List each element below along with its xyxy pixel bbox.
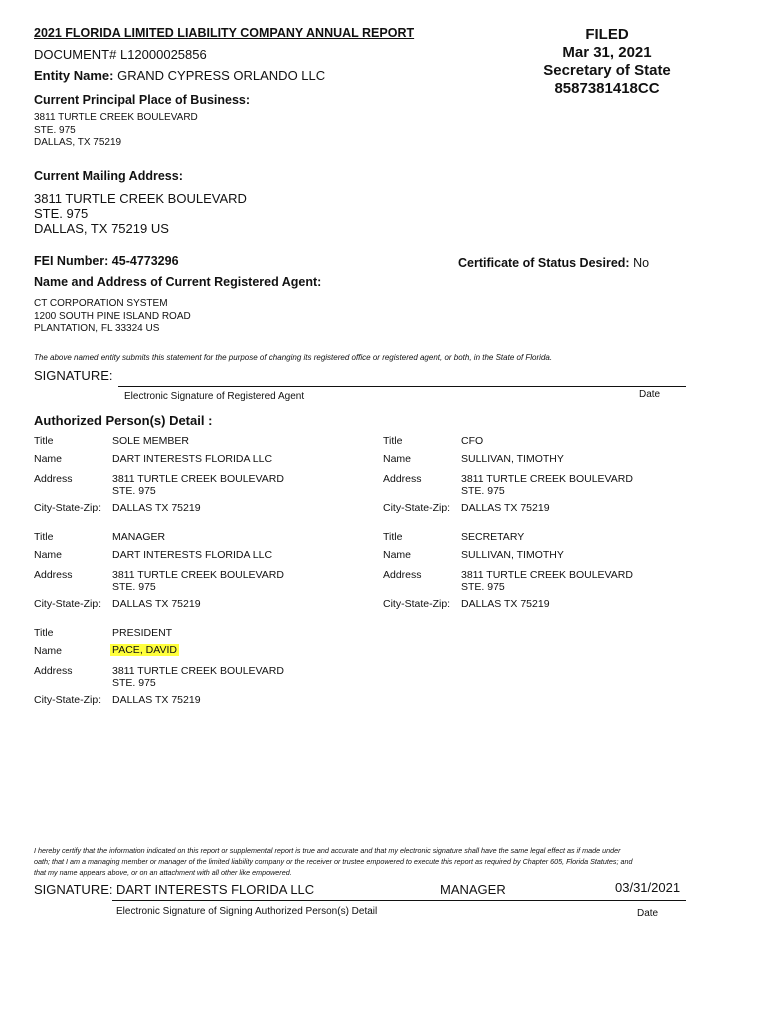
person-address1: 3811 TURTLE CREEK BOULEVARD	[112, 473, 284, 485]
person-address2: STE. 975	[112, 581, 156, 593]
person-address1: 3811 TURTLE CREEK BOULEVARD	[112, 569, 284, 581]
mailing-line3: DALLAS, TX 75219 US	[34, 221, 169, 236]
person-address2: STE. 975	[461, 485, 505, 497]
csz-label: City-State-Zip:	[34, 502, 102, 514]
agent-statement: The above named entity submits this statement for the purpose of changing its registered office or registered agent, or both, in the State of Florida.	[34, 353, 553, 362]
person-address1: 3811 TURTLE CREEK BOULEVARD	[461, 473, 633, 485]
signature-date-label: Date	[639, 389, 661, 400]
agent-address	[34, 298, 191, 336]
certification-line2: oath; that I am a managing member or manager of the limited liability company or the receiver or trustee empowered to execute this report as required by Chapter 605, Florida Statutes; and	[34, 857, 633, 866]
title-label: Title	[34, 435, 54, 447]
agent-line1: CT CORPORATION SYSTEM	[34, 298, 168, 309]
person-address2: STE. 975	[112, 485, 156, 497]
certificate-value: No	[633, 256, 650, 270]
document-value: L12000025856	[119, 47, 207, 62]
person-name: SULLIVAN, TIMOTHY	[461, 549, 564, 561]
signature2-label: SIGNATURE:	[34, 882, 113, 897]
person-title: PRESIDENT	[112, 627, 173, 639]
signature-caption: Electronic Signature of Registered Agent	[124, 391, 305, 402]
name-label: Name	[34, 549, 63, 561]
title-label: Title	[383, 435, 403, 447]
address-label: Address	[34, 569, 73, 581]
person-address2: STE. 975	[461, 581, 505, 593]
mailing-label: Current Mailing Address:	[34, 169, 183, 183]
agent-line3: PLANTATION, FL 33324 US	[34, 323, 160, 334]
filed-office: Secretary of State	[543, 62, 671, 79]
person-csz: DALLAS TX 75219	[112, 598, 201, 610]
fei-number	[34, 254, 179, 268]
person-address1: 3811 TURTLE CREEK BOULEVARD	[461, 569, 633, 581]
title-label: Title	[34, 627, 54, 639]
document-number	[34, 47, 207, 62]
signature2-caption: Electronic Signature of Signing Authorized Person(s) Detail	[116, 906, 378, 917]
principal-line3: DALLAS, TX 75219	[34, 137, 122, 148]
fei-value: 45-4773296	[111, 254, 179, 268]
filed-stamp	[532, 26, 682, 98]
signature2-line	[112, 900, 686, 901]
person-title: CFO	[461, 435, 484, 447]
certificate-status	[458, 256, 649, 270]
person-csz: DALLAS TX 75219	[112, 694, 201, 706]
person-csz: DALLAS TX 75219	[461, 598, 550, 610]
mailing-address	[34, 191, 247, 236]
address-label: Address	[383, 473, 422, 485]
person-address2: STE. 975	[112, 677, 156, 689]
principal-line1: 3811 TURTLE CREEK BOULEVARD	[34, 112, 198, 123]
report-title: 2021 FLORIDA LIMITED LIABILITY COMPANY ANNUAL REPORT	[34, 26, 415, 40]
person-csz: DALLAS TX 75219	[112, 502, 201, 514]
signature2-date-label: Date	[637, 908, 659, 919]
mailing-line2: STE. 975	[34, 206, 89, 221]
mailing-line1: 3811 TURTLE CREEK BOULEVARD	[34, 191, 247, 206]
fei-label: FEI Number:	[34, 254, 109, 268]
name-label: Name	[34, 453, 63, 465]
certificate-label: Certificate of Status Desired:	[458, 256, 630, 270]
person-name: SULLIVAN, TIMOTHY	[461, 453, 564, 465]
address-label: Address	[383, 569, 422, 581]
person-name	[110, 644, 179, 656]
agent-line2: 1200 SOUTH PINE ISLAND ROAD	[34, 310, 191, 322]
address-label: Address	[34, 665, 73, 677]
name-label: Name	[34, 645, 63, 657]
csz-label: City-State-Zip:	[383, 598, 451, 610]
signature2-title: MANAGER	[440, 882, 506, 897]
entity-label: Entity Name:	[34, 68, 114, 83]
principal-line2: STE. 975	[34, 124, 76, 136]
csz-label: City-State-Zip:	[383, 502, 451, 514]
agent-label: Name and Address of Current Registered Agent:	[34, 275, 322, 289]
principal-address	[34, 112, 198, 150]
person-title: SECRETARY	[461, 531, 525, 543]
filed-label: FILED	[585, 26, 629, 43]
csz-label: City-State-Zip:	[34, 598, 102, 610]
title-label: Title	[383, 531, 403, 543]
title-label: Title	[34, 531, 54, 543]
person-name: DART INTERESTS FLORIDA LLC	[112, 549, 273, 561]
certification-line1: I hereby certify that the information indicated on this report or supplemental report is true and accurate and that my electronic signature shall have the same legal effect as if made under	[34, 846, 621, 855]
name-highlight: PACE, DAVID	[112, 644, 177, 656]
entity-name	[34, 68, 325, 83]
csz-label: City-State-Zip:	[34, 694, 102, 706]
signature2-name: DART INTERESTS FLORIDA LLC	[116, 882, 315, 897]
address-label: Address	[34, 473, 73, 485]
person-address1: 3811 TURTLE CREEK BOULEVARD	[112, 665, 284, 677]
document-label: DOCUMENT#	[34, 47, 117, 62]
principal-label: Current Principal Place of Business:	[34, 93, 251, 107]
filed-date: Mar 31, 2021	[562, 44, 652, 61]
filed-code: 8587381418CC	[554, 80, 660, 97]
certification-text	[34, 845, 632, 878]
person-title: SOLE MEMBER	[112, 435, 190, 447]
signature-label: SIGNATURE:	[34, 368, 113, 383]
authorized-heading: Authorized Person(s) Detail :	[34, 413, 213, 428]
person-title: MANAGER	[112, 531, 166, 543]
name-label: Name	[383, 453, 412, 465]
signature2-date: 03/31/2021	[615, 880, 681, 895]
entity-value: GRAND CYPRESS ORLANDO LLC	[117, 68, 326, 83]
name-label: Name	[383, 549, 412, 561]
signature-line	[118, 386, 686, 387]
person-csz: DALLAS TX 75219	[461, 502, 550, 514]
certification-line3: that my name appears above, or on an attachment with all other like empowered.	[34, 868, 292, 877]
person-name: DART INTERESTS FLORIDA LLC	[112, 453, 273, 465]
